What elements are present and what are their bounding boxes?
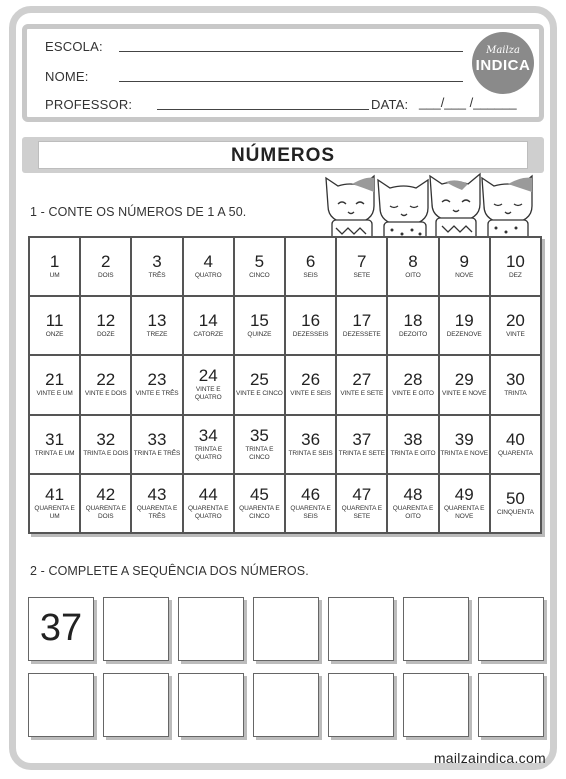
number-cell [440, 475, 489, 532]
name-label: NOME: [45, 69, 89, 84]
number-digit: 30 [505, 370, 525, 390]
mailza-indica-logo: Mailza INDICA [472, 32, 534, 94]
number-digit: 17 [352, 311, 372, 331]
exercise-2-instruction: 2 - COMPLETE A SEQUÊNCIA DOS NÚMEROS. [30, 564, 309, 578]
number-word: VINTE E SEIS [290, 390, 331, 398]
number-word: QUARENTA E QUATRO [187, 504, 229, 520]
number-digit: 6 [305, 252, 316, 272]
number-digit: 4 [203, 252, 213, 272]
number-cell [491, 297, 540, 354]
number-word: NOVE [455, 272, 474, 280]
number-cell [184, 416, 233, 473]
number-word: QUARENTA E DOIS [85, 504, 126, 520]
number-word: TRINTA E SEIS [288, 449, 333, 457]
number-word: DEZESSETE [342, 331, 381, 339]
number-cell [235, 356, 284, 413]
sequence-value: 37 [39, 607, 83, 649]
number-digit: 35 [249, 425, 269, 445]
number-word: SEIS [303, 272, 318, 280]
number-word: UM [49, 272, 60, 280]
number-word: QUARENTA E CINCO [239, 504, 280, 520]
number-cell [337, 238, 386, 295]
sequence-box[interactable] [178, 673, 244, 737]
number-word: CINCO [249, 272, 270, 280]
number-cell [235, 475, 284, 532]
number-cell [337, 416, 386, 473]
number-digit: 9 [459, 252, 469, 272]
number-digit: 48 [403, 484, 423, 504]
number-digit: 25 [249, 370, 269, 390]
number-cell [491, 356, 540, 413]
number-digit: 42 [96, 484, 116, 504]
number-digit: 41 [45, 484, 65, 504]
number-digit: 7 [357, 252, 367, 272]
number-digit: 26 [301, 370, 321, 390]
number-cell [337, 297, 386, 354]
number-word: VINTE E CINCO [236, 390, 283, 398]
number-word: TRINTA [504, 390, 527, 398]
number-cell [30, 297, 79, 354]
number-cell [337, 475, 386, 532]
number-word: QUATRO [194, 272, 222, 280]
number-cell [337, 356, 386, 413]
number-digit: 14 [198, 311, 218, 331]
sequence-box[interactable] [328, 673, 394, 737]
number-word: VINTE E QUATRO [194, 386, 222, 402]
number-cell [81, 475, 130, 532]
number-word: CINQUENTA [496, 508, 534, 516]
number-word: TRINTA E SETE [338, 449, 385, 457]
number-word: QUARENTA [497, 449, 533, 457]
number-cell [132, 238, 181, 295]
number-digit: 46 [301, 484, 321, 504]
cats-illustration [322, 166, 538, 242]
sequence-box[interactable] [253, 673, 319, 737]
number-cell [491, 238, 540, 295]
number-digit: 29 [454, 370, 474, 390]
number-digit: 31 [45, 429, 65, 449]
sequence-box[interactable] [253, 597, 319, 661]
number-digit: 43 [147, 484, 167, 504]
number-word: QUARENTA E NOVE [443, 504, 485, 520]
number-word: VINTE E SETE [340, 390, 384, 398]
number-digit: 33 [147, 429, 167, 449]
number-word: DEZ [509, 272, 522, 280]
number-word: TREZE [146, 331, 168, 339]
number-digit: 45 [249, 484, 269, 504]
number-word: CATORZE [193, 331, 224, 339]
number-word: TRINTA E OITO [390, 449, 436, 457]
number-cell [388, 416, 437, 473]
page-title: NÚMEROS [38, 141, 528, 169]
number-word: TRINTA E NOVE [440, 449, 489, 457]
number-cell [235, 297, 284, 354]
number-digit: 5 [254, 252, 265, 272]
exercise-1-instruction: 1 - CONTE OS NÚMEROS DE 1 A 50. [30, 205, 247, 219]
number-cell [286, 238, 335, 295]
sequence-box[interactable] [403, 673, 469, 737]
number-digit: 12 [96, 311, 116, 331]
sequence-box[interactable] [478, 673, 544, 737]
number-digit: 36 [301, 429, 321, 449]
sequence-box[interactable] [28, 597, 94, 661]
number-cell [286, 297, 335, 354]
number-digit: 50 [505, 488, 525, 508]
number-digit: 23 [147, 370, 167, 390]
number-digit: 10 [505, 252, 525, 272]
number-word: VINTE E UM [36, 390, 73, 398]
number-cell [81, 297, 130, 354]
number-digit: 49 [454, 484, 474, 504]
number-digit: 16 [301, 311, 321, 331]
number-cell [235, 238, 284, 295]
footer-website: mailzaindica.com [433, 750, 546, 766]
number-cell [440, 297, 489, 354]
number-cell [235, 416, 284, 473]
number-digit: 37 [352, 429, 372, 449]
sequence-box[interactable] [328, 597, 394, 661]
number-word: DOIS [98, 272, 114, 280]
number-digit: 11 [45, 311, 64, 331]
number-digit: 20 [505, 311, 525, 331]
school-label: ESCOLA: [45, 39, 103, 54]
number-cell [132, 475, 181, 532]
number-digit: 39 [454, 429, 474, 449]
number-cell [81, 416, 130, 473]
number-cell [30, 238, 79, 295]
number-digit: 47 [352, 484, 372, 504]
number-digit: 28 [403, 370, 423, 390]
number-cell [388, 356, 437, 413]
number-word: OITO [405, 272, 421, 280]
number-cell [440, 238, 489, 295]
number-cell [491, 416, 540, 473]
number-digit: 19 [454, 311, 474, 331]
number-word: DEZESSEIS [292, 331, 329, 339]
number-digit: 32 [96, 429, 116, 449]
number-word: TRINTA E DOIS [83, 449, 129, 457]
number-digit: 24 [198, 366, 218, 386]
teacher-field[interactable] [157, 109, 369, 110]
number-word: VINTE E TRÊS [135, 390, 179, 398]
number-cell [286, 475, 335, 532]
number-word: VINTE E NOVE [442, 390, 487, 398]
number-digit: 1 [49, 252, 60, 272]
number-cell [286, 356, 335, 413]
name-field[interactable] [119, 81, 463, 82]
number-cell [388, 238, 437, 295]
number-word: QUARENTA E TRÊS [136, 504, 178, 520]
number-cell [30, 356, 79, 413]
number-digit: 27 [352, 370, 372, 390]
number-word: QUARENTA E OITO [392, 504, 434, 520]
sequence-box[interactable] [103, 673, 169, 737]
number-cell [440, 416, 489, 473]
number-word: TRINTA E TRÊS [133, 449, 181, 457]
number-cell [132, 356, 181, 413]
number-word: QUARENTA E SETE [341, 504, 382, 520]
sequence-box[interactable] [28, 673, 94, 737]
number-digit: 38 [403, 429, 423, 449]
number-digit: 13 [147, 311, 167, 331]
number-word: DOZE [96, 331, 115, 339]
number-cell [388, 297, 437, 354]
student-info-header [22, 24, 544, 122]
number-word: ONZE [45, 331, 64, 339]
number-word: TRINTA E CINCO [245, 445, 274, 461]
number-digit: 44 [198, 484, 218, 504]
number-cell [30, 416, 79, 473]
sequence-box[interactable] [478, 597, 544, 661]
number-digit: 3 [152, 252, 162, 272]
number-cell [440, 356, 489, 413]
number-word: SETE [353, 272, 371, 280]
number-word: VINTE E OITO [392, 390, 434, 398]
number-word: DEZOITO [398, 331, 428, 339]
sequence-box[interactable] [178, 597, 244, 661]
number-word: VINTE [506, 331, 525, 339]
number-cell [81, 238, 130, 295]
number-digit: 22 [96, 370, 116, 390]
number-word: QUARENTA E SEIS [290, 504, 331, 520]
number-cell [286, 416, 335, 473]
number-word: TRINTA E UM [34, 449, 75, 457]
number-word: QUARENTA E UM [34, 504, 75, 520]
sequence-row-1 [28, 597, 544, 661]
number-cell [184, 356, 233, 413]
number-cell [388, 475, 437, 532]
number-cell [184, 297, 233, 354]
number-digit: 8 [408, 252, 418, 272]
number-word: TRINTA E QUATRO [194, 445, 223, 461]
number-cell [132, 416, 181, 473]
number-word: QUINZE [247, 331, 272, 339]
number-digit: 18 [403, 311, 423, 331]
number-cell [81, 356, 130, 413]
date-label: DATA: [371, 97, 409, 112]
number-word: DEZENOVE [446, 331, 482, 339]
sequence-box[interactable] [103, 597, 169, 661]
number-cell [132, 297, 181, 354]
number-word: VINTE E DOIS [84, 390, 127, 398]
number-cell [491, 475, 540, 532]
number-cell [184, 238, 233, 295]
number-digit: 2 [101, 252, 111, 272]
number-digit: 15 [249, 311, 269, 331]
number-digit: 21 [45, 370, 65, 390]
number-cell [30, 475, 79, 532]
numbers-grid [28, 236, 542, 534]
teacher-label: PROFESSOR: [45, 97, 133, 112]
number-word: TRÊS [148, 272, 166, 280]
sequence-box[interactable] [403, 597, 469, 661]
sequence-row-2 [28, 673, 544, 737]
date-field[interactable]: ___/___ /______ [419, 95, 517, 110]
number-digit: 40 [505, 429, 525, 449]
number-cell [184, 475, 233, 532]
number-digit: 34 [198, 425, 218, 445]
school-field[interactable] [119, 51, 463, 52]
